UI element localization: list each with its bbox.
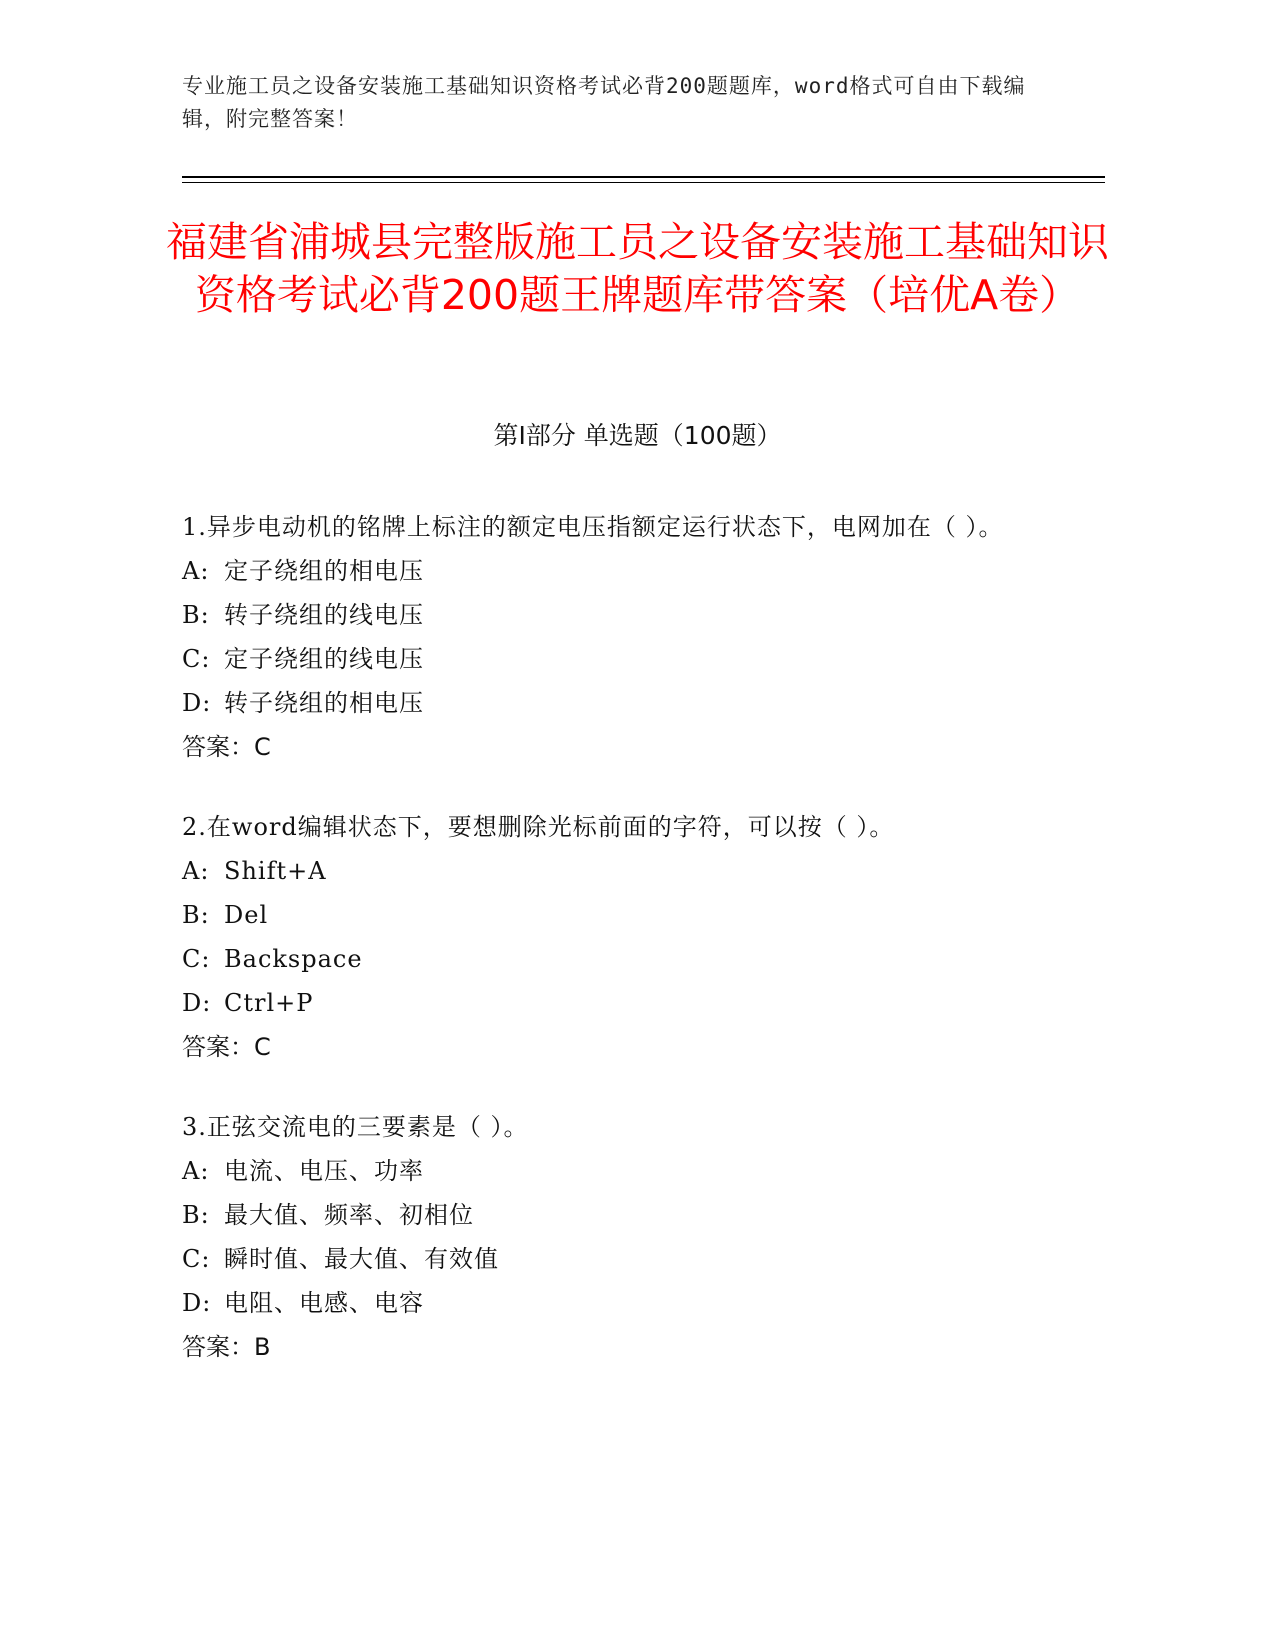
option-text: 最大值、频率、初相位 (224, 1201, 474, 1229)
option-a (182, 849, 1062, 893)
option-letter: D: (182, 989, 212, 1017)
option-letter: B: (182, 1201, 210, 1229)
question-item (182, 1105, 1062, 1369)
answer-line: 答案：B (182, 1333, 271, 1361)
option-text: 电流、电压、功率 (224, 1157, 424, 1185)
option-c (182, 637, 1062, 681)
option-text: Ctrl+P (224, 989, 314, 1017)
header-divider-thin (182, 182, 1105, 183)
option-text: 转子绕组的相电压 (224, 689, 424, 717)
option-letter: D: (182, 689, 212, 717)
option-letter: B: (182, 901, 210, 929)
option-b (182, 593, 1062, 637)
option-text: 电阻、电感、电容 (224, 1289, 424, 1317)
option-text: Backspace (224, 945, 363, 973)
question-item (182, 505, 1062, 769)
question-list (182, 505, 1062, 1405)
option-a (182, 549, 1062, 593)
option-d (182, 981, 1062, 1025)
answer-line: 答案：C (182, 1033, 271, 1061)
section-title: 第I部分 单选题（100题） (493, 421, 782, 450)
option-c (182, 1237, 1062, 1281)
option-a (182, 1149, 1062, 1193)
option-d (182, 1281, 1062, 1325)
question-stem: 3.正弦交流电的三要素是（ ）。 (182, 1113, 529, 1141)
option-letter: B: (182, 601, 210, 629)
question-stem: 2.在word编辑状态下，要想删除光标前面的字符，可以按（ ）。 (182, 813, 895, 841)
question-stem: 1.异步电动机的铭牌上标注的额定电压指额定运行状态下，电网加在（ ）。 (182, 513, 1004, 541)
option-c (182, 937, 1062, 981)
option-letter: C: (182, 645, 211, 673)
option-text: Shift+A (224, 857, 327, 885)
option-letter: C: (182, 945, 211, 973)
option-b (182, 893, 1062, 937)
option-text: 转子绕组的线电压 (224, 601, 424, 629)
option-text: 定子绕组的线电压 (224, 645, 424, 673)
document-title: 福建省浦城县完整版施工员之设备安装施工基础知识资格考试必背200题王牌题库带答案（培优A卷） (166, 218, 1109, 319)
option-b (182, 1193, 1062, 1237)
header-divider-thick (182, 176, 1105, 178)
option-letter: A: (182, 557, 210, 585)
option-letter: A: (182, 857, 210, 885)
option-text: Del (224, 901, 269, 929)
header-note: 专业施工员之设备安装施工基础知识资格考试必背200题题库，word格式可自由下载编辑，附完整答案！ (182, 74, 1026, 131)
option-d (182, 681, 1062, 725)
option-letter: C: (182, 1245, 211, 1273)
option-text: 定子绕组的相电压 (224, 557, 424, 585)
question-item (182, 805, 1062, 1069)
answer-line: 答案：C (182, 733, 271, 761)
option-letter: A: (182, 1157, 210, 1185)
option-letter: D: (182, 1289, 212, 1317)
option-text: 瞬时值、最大值、有效值 (224, 1245, 499, 1273)
